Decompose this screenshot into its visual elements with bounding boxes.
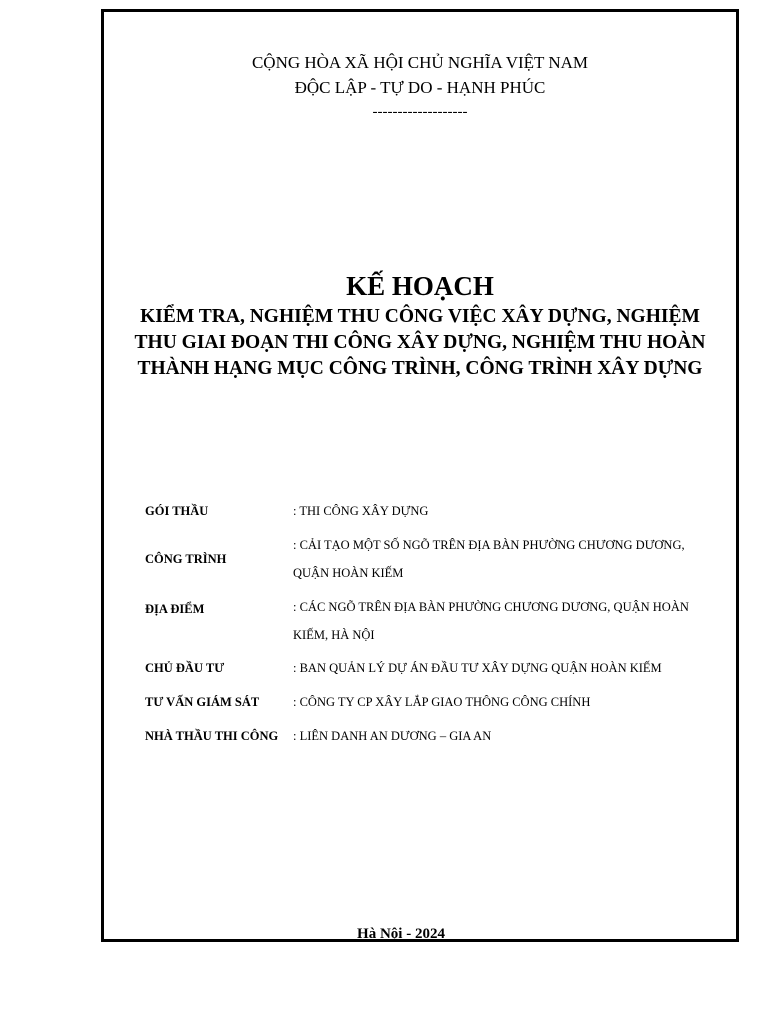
info-label: CHỦ ĐẦU TƯ: [145, 661, 225, 675]
info-label: ĐỊA ĐIỂM: [145, 602, 205, 616]
info-label: CÔNG TRÌNH: [145, 552, 227, 566]
document-title: KẾ HOẠCH: [346, 271, 494, 301]
page-border: [101, 9, 739, 942]
info-value: : CẢI TẠO MỘT SỐ NGÕ TRÊN ĐỊA BÀN PHƯỜNG CHƯƠNG DƯƠNG, QUẬN HOÀN KIẾM: [293, 538, 685, 580]
info-value: : CÁC NGÕ TRÊN ĐỊA BÀN PHƯỜNG CHƯƠNG DƯƠNG, QUẬN HOÀN KIẾM, HÀ NỘI: [293, 600, 689, 642]
place-date: Hà Nội - 2024: [357, 926, 445, 942]
country-name: CỘNG HÒA XÃ HỘI CHỦ NGHĨA VIỆT NAM: [251, 53, 589, 72]
info-value: : THI CÔNG XÂY DỰNG: [293, 504, 429, 518]
national-header: [101, 50, 739, 123]
info-label: NHÀ THẦU THI CÔNG: [145, 729, 279, 743]
info-value: : BAN QUẢN LÝ DỰ ÁN ĐẦU TƯ XÂY DỰNG QUẬN HOÀN KIẾM: [293, 661, 662, 675]
info-label: GÓI THẦU: [145, 504, 209, 518]
document-subtitle: KIỂM TRA, NGHIỆM THU CÔNG VIỆC XÂY DỰNG, NGHIỆM THU GIAI ĐOẠN THI CÔNG XÂY DỰNG, NGHIỆM THU HOÀN THÀNH HẠNG MỤC CÔNG TRÌNH, CÔNG TRÌNH XÂY DỰNG: [134, 306, 706, 379]
info-value: : LIÊN DANH AN DƯƠNG – GIA AN: [293, 729, 492, 743]
document-title-block: [101, 268, 739, 382]
info-value: : CÔNG TY CP XÂY LẮP GIAO THÔNG CÔNG CHÍNH: [293, 695, 591, 709]
national-motto: ĐỘC LẬP - TỰ DO - HẠNH PHÚC: [294, 78, 546, 97]
info-label: TƯ VẤN GIÁM SÁT: [145, 695, 260, 709]
header-divider: -------------------: [372, 104, 468, 120]
